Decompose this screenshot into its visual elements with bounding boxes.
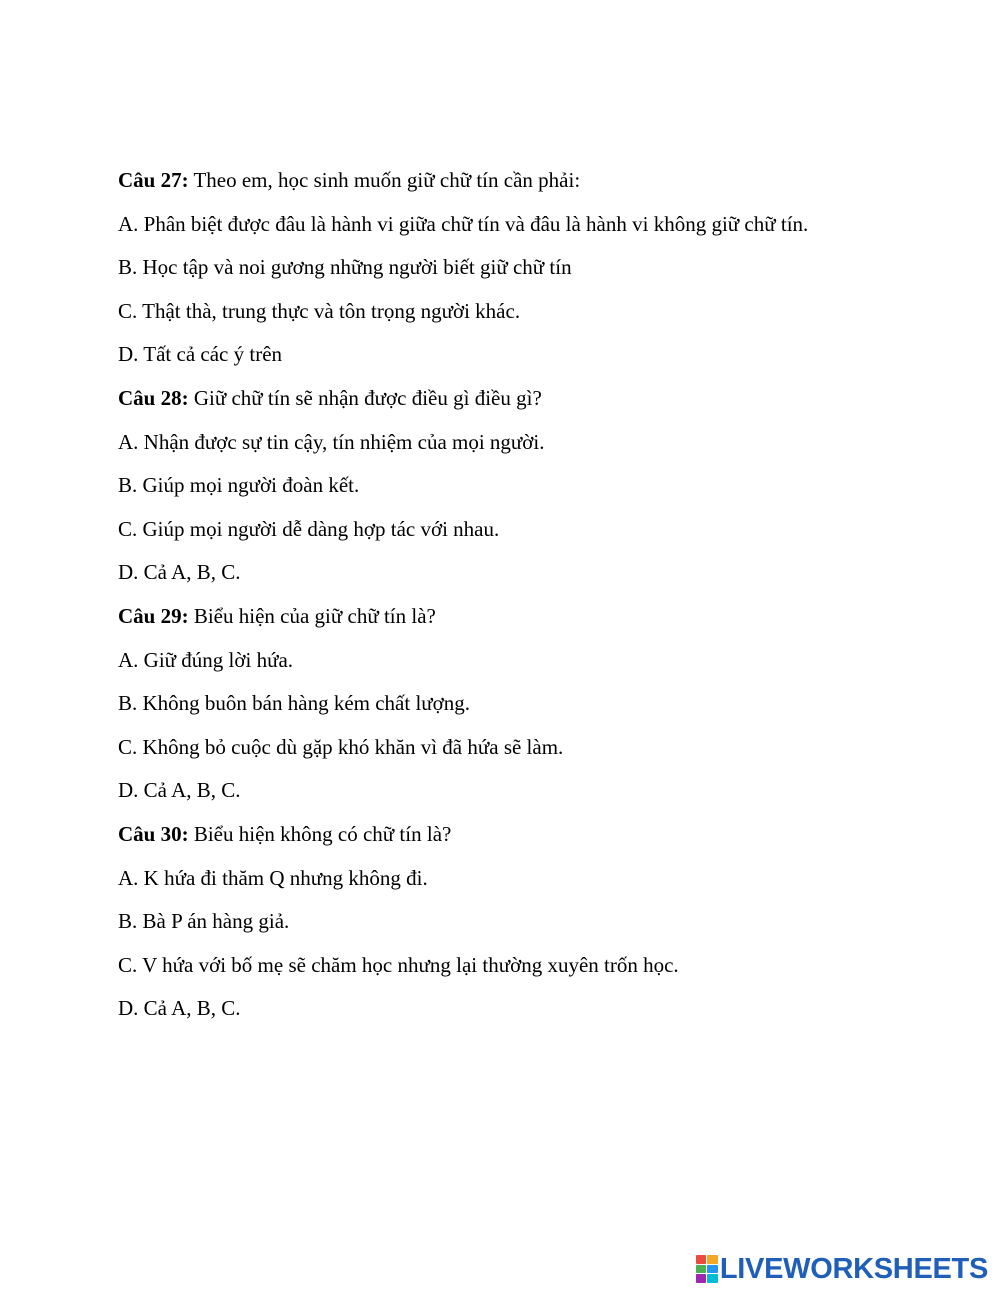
- answer-option-b: B. Học tập và noi gương những người biết giữ chữ tín: [118, 255, 572, 280]
- answer-option-d: D. Cả A, B, C.: [118, 996, 241, 1021]
- answer-option-a: A. Phân biệt được đâu là hành vi giữa chữ tín và đâu là hành vi không giữ chữ tín.: [118, 211, 809, 236]
- logo-tile: [696, 1265, 707, 1274]
- answer-option-c: C. Thật thà, trung thực và tôn trọng người khác.: [118, 298, 521, 323]
- question-text: Biểu hiện không có chữ tín là?: [188, 821, 452, 846]
- answer-option-c: C. V hứa với bố mẹ sẽ chăm học nhưng lại thường xuyên trốn học.: [118, 952, 679, 977]
- logo-tile: [696, 1255, 707, 1264]
- question-label: Câu 29:: [118, 603, 189, 628]
- answer-option-a: A. Nhận được sự tin cậy, tín nhiệm của mọi người.: [118, 429, 545, 454]
- question-27: [118, 159, 978, 377]
- question-list: [118, 159, 978, 1031]
- answer-option-a: A. Giữ đúng lời hứa.: [118, 647, 294, 672]
- question-30: [118, 813, 978, 1031]
- question-stem: [118, 595, 978, 639]
- answer-option-c: C. Không bỏ cuộc dù gặp khó khăn vì đã hứa sẽ làm.: [118, 734, 564, 759]
- question-stem: [118, 377, 978, 421]
- logo-tile: [707, 1265, 718, 1274]
- answer-option-c: C. Giúp mọi người dễ dàng hợp tác với nhau.: [118, 516, 500, 541]
- liveworksheets-logo: [696, 1252, 988, 1286]
- logo-tile: [707, 1255, 718, 1264]
- logo-tile: [696, 1274, 707, 1283]
- question-stem: [118, 159, 978, 203]
- question-29: [118, 595, 978, 813]
- question-text: Giữ chữ tín sẽ nhận được điều gì điều gì?: [188, 385, 542, 410]
- logo-text: LIVEWORKSHEETS: [719, 1252, 988, 1285]
- question-label: Câu 27:: [118, 168, 189, 192]
- answer-option-d: D. Tất cả các ý trên: [118, 342, 283, 367]
- question-28: [118, 377, 978, 595]
- question-text: Biểu hiện của giữ chữ tín là?: [188, 603, 436, 628]
- answer-option-b: B. Giúp mọi người đoàn kết.: [118, 473, 360, 498]
- logo-tile: [707, 1274, 718, 1283]
- question-label: Câu 28:: [118, 385, 189, 410]
- question-label: Câu 30:: [118, 821, 189, 846]
- question-text: Theo em, học sinh muốn giữ chữ tín cần phải:: [188, 168, 581, 192]
- answer-option-a: A. K hứa đi thăm Q nhưng không đi.: [118, 865, 428, 890]
- liveworksheets-logo-icon: [696, 1255, 718, 1283]
- answer-option-b: B. Không buôn bán hàng kém chất lượng.: [118, 691, 471, 716]
- question-stem: [118, 813, 978, 857]
- answer-option-d: D. Cả A, B, C.: [118, 778, 241, 803]
- answer-option-d: D. Cả A, B, C.: [118, 560, 241, 585]
- answer-option-b: B. Bà P án hàng giả.: [118, 909, 290, 934]
